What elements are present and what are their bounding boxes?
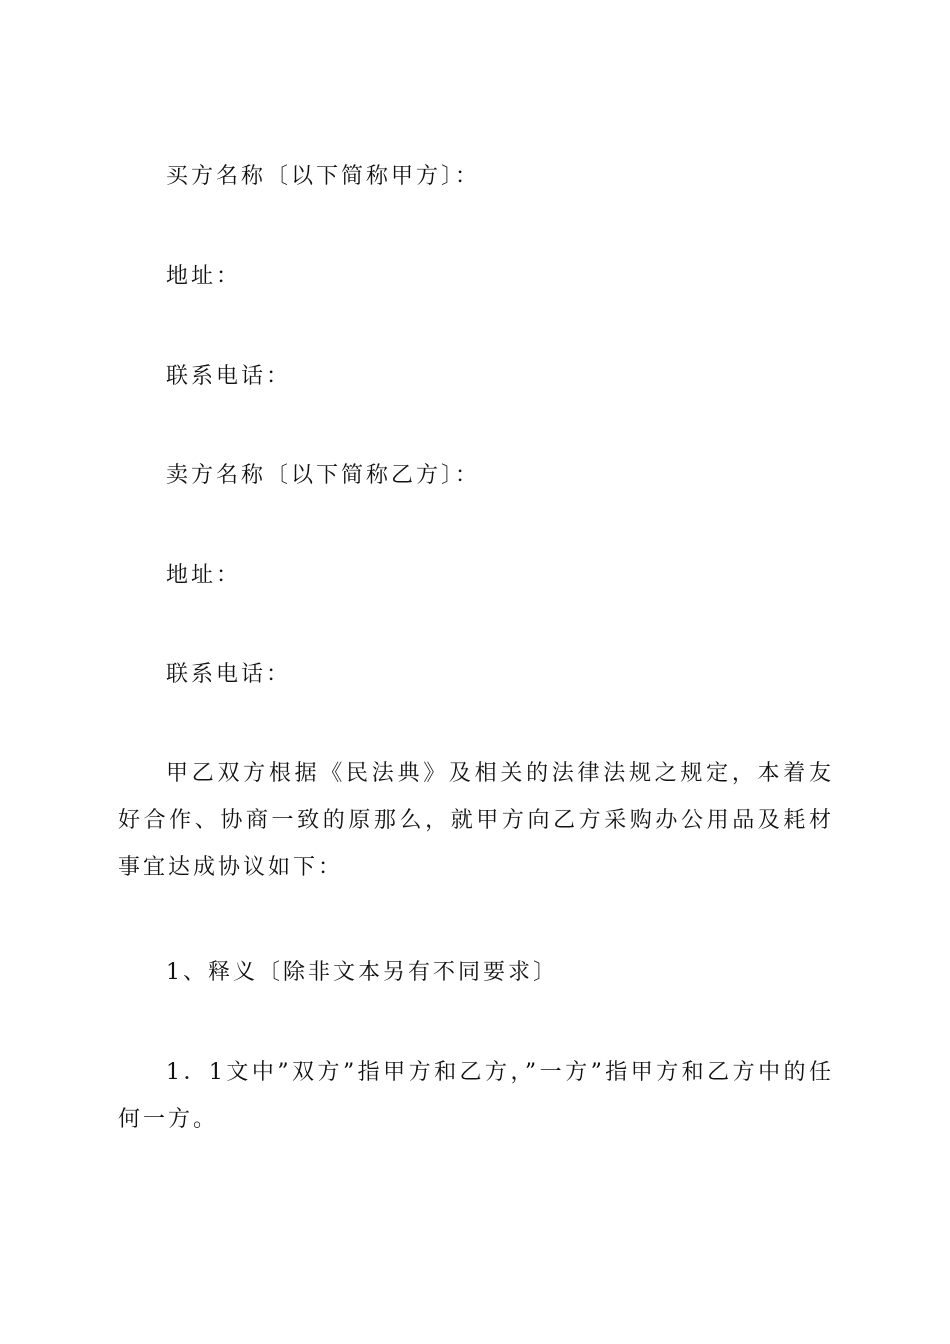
- buyer-phone-label: 联系电话：: [166, 364, 292, 389]
- buyer-name-label: 买方名称〔以下简称甲方〕：: [166, 164, 481, 189]
- clause-1-1-paragraph: 1．1文中”双方”指甲方和乙方，”一方”指甲方和乙方中的任何一方。: [118, 1060, 834, 1132]
- preamble-paragraph: 甲乙双方根据《民法典》及相关的法律法规之规定，本着友好合作、协商一致的原那么，就甲方向乙方采购办公用品及耗材事宜达成协议如下：: [118, 761, 834, 880]
- section-1-heading: 1、释义〔除非文本另有不同要求〕: [166, 960, 558, 985]
- seller-phone-label: 联系电话：: [166, 662, 292, 687]
- buyer-address-label: 地址：: [166, 264, 242, 289]
- seller-name-label: 卖方名称〔以下简称乙方〕：: [166, 463, 481, 488]
- seller-address-label: 地址：: [166, 563, 242, 588]
